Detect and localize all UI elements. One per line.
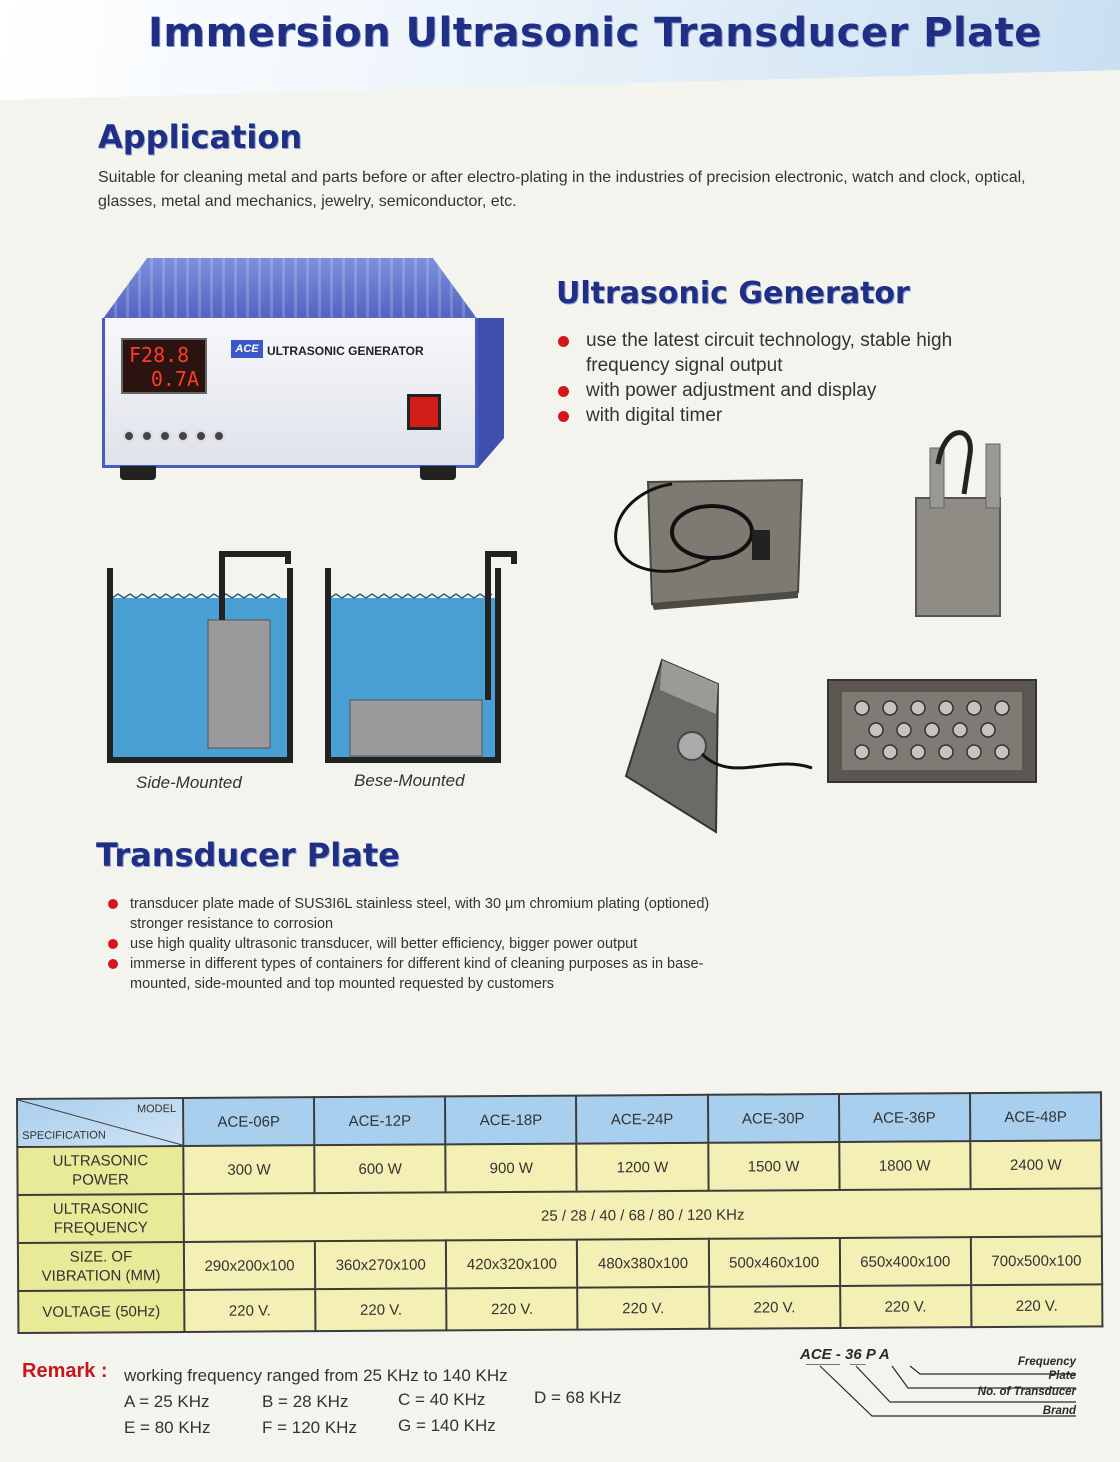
plate-body [648, 480, 802, 604]
table-cell: 25 / 28 / 40 / 68 / 80 / 120 KHz [184, 1188, 1102, 1242]
row-label-frequency: ULTRASONIC FREQUENCY [18, 1194, 184, 1243]
key-icon [177, 430, 189, 442]
legend-brand: Brand [1042, 1405, 1076, 1417]
table-cell: 1200 W [577, 1143, 708, 1192]
list-item: use the latest circuit technology, stable high frequency signal output [556, 328, 956, 378]
list-item: immerse in different types of containers for different kind of cleaning purposes as in base-mounted, side-mounted and top mounted requested by customers [106, 954, 746, 994]
water-surface [330, 594, 492, 598]
table-row [17, 1140, 1101, 1195]
side-plate [208, 620, 270, 748]
connector [752, 530, 770, 560]
frequency-code: A = 25 KHz [124, 1392, 210, 1411]
bullet-icon [558, 386, 569, 397]
table-row [18, 1188, 1102, 1243]
generator-heading: Ultrasonic Generator [556, 276, 910, 311]
list-item: with power adjustment and display [556, 378, 956, 403]
display-line-1: F28.8 [129, 343, 190, 367]
corner-spec-label: SPECIFICATION [22, 1129, 106, 1142]
table-cell: 220 V. [971, 1284, 1102, 1327]
plate-with-cable-photo [612, 472, 812, 612]
transducer-plate-heading: Transducer Plate [96, 836, 400, 874]
bullet-icon [108, 959, 118, 969]
water-surface [112, 594, 280, 598]
generator-foot [420, 466, 456, 480]
power-switch-icon [407, 394, 441, 430]
base-mounted-label: Bese-Mounted [354, 771, 465, 790]
cable [702, 754, 812, 768]
table-cell: 900 W [446, 1144, 577, 1193]
table-cell: 420x320x100 [446, 1240, 577, 1289]
bullet-icon [108, 939, 118, 949]
transducer-plate-bullet-list [106, 894, 746, 994]
plate-body [916, 498, 1000, 616]
list-item: transducer plate made of SUS3I6L stainless steel, with 30 μm chromium plating (optioned) stronger resistance to corrosion [106, 894, 746, 934]
legend-plate: Plate [1048, 1370, 1076, 1382]
model-header: ACE-12P [314, 1096, 445, 1145]
generator-image [74, 258, 504, 488]
table-cell: 290x200x100 [184, 1241, 315, 1290]
remark-text: working frequency ranged from 25 KHz to 140 KHz [124, 1366, 508, 1385]
generator-bullet-list [556, 328, 956, 428]
key-icon [213, 430, 225, 442]
table-cell: 2400 W [970, 1140, 1101, 1189]
base-mounted-diagram [318, 540, 518, 770]
table-cell: 220 V. [184, 1289, 315, 1332]
table-corner-cell [17, 1098, 183, 1147]
model-header: ACE-48P [970, 1092, 1101, 1141]
model-header: ACE-18P [445, 1096, 576, 1145]
model-header: ACE-06P [183, 1097, 314, 1146]
table-row [18, 1284, 1102, 1333]
model-header: ACE-36P [839, 1093, 970, 1142]
model-header: ACE-30P [708, 1094, 839, 1143]
row-label-power: ULTRASONIC POWER [17, 1146, 183, 1195]
transducer-array-photo [826, 676, 1040, 786]
generator-display [121, 338, 207, 394]
table-cell: 700x500x100 [971, 1236, 1102, 1285]
row-label-size: SIZE. OF VIBRATION (MM) [18, 1242, 184, 1291]
bullet-icon [108, 899, 118, 909]
side-mounted-label: Side-Mounted [136, 773, 242, 792]
generator-panel-label: ULTRASONIC GENERATOR [267, 344, 424, 358]
table-cell: 360x270x100 [315, 1240, 446, 1289]
frequency-code: D = 68 KHz [534, 1388, 622, 1407]
frequency-code: C = 40 KHz [398, 1390, 486, 1409]
table-cell: 650x400x100 [840, 1237, 971, 1286]
table-cell: 220 V. [315, 1288, 446, 1331]
generator-top [102, 258, 478, 320]
page-title: Immersion Ultrasonic Transducer Plate [148, 10, 1042, 56]
table-cell: 220 V. [446, 1288, 577, 1331]
frequency-code: B = 28 KHz [262, 1392, 349, 1411]
table-cell: 500x460x100 [708, 1238, 839, 1287]
ace-logo: ACE [231, 340, 263, 358]
pipe [986, 444, 1000, 508]
corner-model-label: MODEL [136, 1103, 177, 1116]
generator-keys [123, 430, 225, 442]
key-icon [123, 430, 135, 442]
side-mounted-diagram [100, 540, 300, 770]
table-header-row [17, 1092, 1101, 1147]
frequency-code: G = 140 KHz [398, 1416, 496, 1435]
frequency-code: F = 120 KHz [262, 1418, 357, 1437]
key-icon [141, 430, 153, 442]
display-line-2: 0.7A [150, 367, 199, 391]
generator-front-panel [102, 318, 478, 468]
list-item: with digital timer [556, 403, 956, 428]
remark-label: Remark : [22, 1360, 108, 1382]
base-plate [350, 700, 482, 756]
row-label-voltage: VOLTAGE (50Hz) [18, 1290, 184, 1333]
table-cell: 1500 W [708, 1142, 839, 1191]
table-cell: 300 W [183, 1145, 314, 1194]
model-code-example: ACE - 36 P A [800, 1346, 890, 1363]
bullet-icon [558, 336, 569, 347]
frequency-code: E = 80 KHz [124, 1418, 211, 1437]
table-cell: 1800 W [839, 1141, 970, 1190]
legend-frequency: Frequency [1017, 1356, 1076, 1368]
key-icon [159, 430, 171, 442]
list-item: use high quality ultrasonic transducer, will better efficiency, bigger power output [106, 934, 746, 954]
table-cell: 220 V. [840, 1285, 971, 1328]
box-plate-photo [622, 654, 822, 834]
table-cell: 600 W [314, 1144, 445, 1193]
bullet-icon [558, 411, 569, 422]
key-icon [195, 430, 207, 442]
table-cell: 220 V. [709, 1286, 840, 1329]
spec-table [16, 1091, 1103, 1334]
application-heading: Application [98, 118, 303, 156]
generator-foot [120, 466, 156, 480]
table-cell: 220 V. [578, 1287, 709, 1330]
model-header: ACE-24P [576, 1095, 707, 1144]
table-cell: 480x380x100 [577, 1239, 708, 1288]
application-text: Suitable for cleaning metal and parts before or after electro-plating in the industries of precision electronic, watch and clock, optical, glasses, metal and mechanics, jewelry, semiconductor, etc. [98, 169, 1026, 210]
side-plate-photo [904, 424, 1014, 624]
table-row [18, 1236, 1102, 1291]
generator-side [478, 318, 504, 468]
legend-no-of-transducer: No. of Transducer [977, 1386, 1076, 1398]
